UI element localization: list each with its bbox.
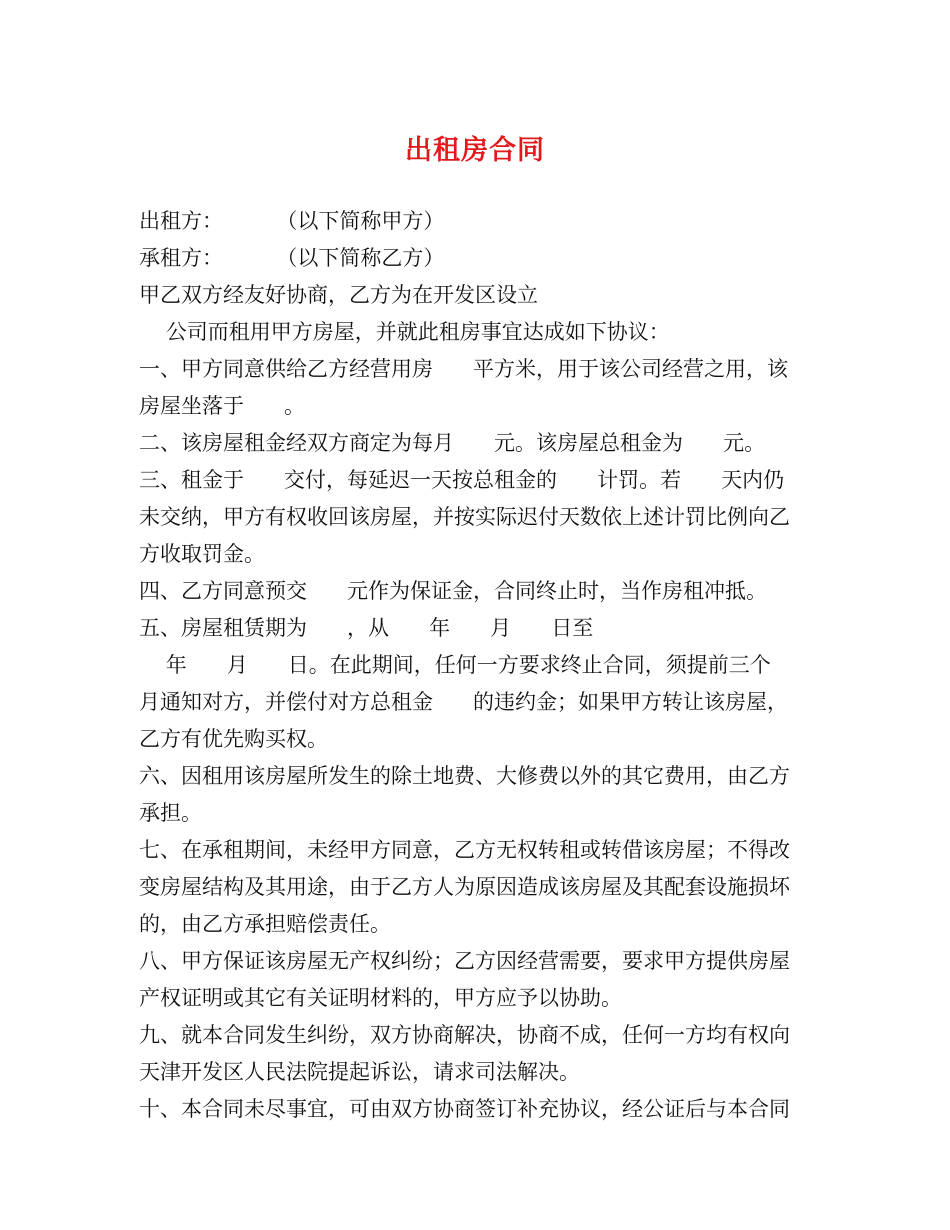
document-line: 四、乙方同意预交 元作为保证金，合同终止时，当作房租冲抵。	[139, 579, 768, 603]
document-line: 天津开发区人民法院提起诉讼，请求司法解决。	[139, 1060, 580, 1084]
document-title: 出租房合同	[405, 135, 545, 166]
document-line: 房屋坐落于 。	[139, 394, 306, 418]
document-line: 出租方： （以下简称甲方）	[139, 209, 445, 233]
document-line: 方收取罚金。	[139, 542, 265, 566]
document-line: 月通知对方，并偿付对方总租金 的违约金；如果甲方转让该房屋，	[139, 690, 789, 714]
document-body	[139, 203, 819, 1128]
document-line: 七、在承租期间，未经甲方同意，乙方无权转租或转借该房屋；不得改	[139, 838, 790, 862]
document-line: 产权证明或其它有关证明材料的，甲方应予以协助。	[139, 986, 622, 1010]
document-line: 十、本合同未尽事宜，可由双方协商签订补充协议，经公证后与本合同	[139, 1097, 790, 1121]
document-line: 甲乙双方经友好协商，乙方为在开发区设立	[139, 283, 538, 307]
document-line: 年 月 日。在此期间，任何一方要求终止合同，须提前三个	[139, 653, 771, 677]
document-line: 八、甲方保证该房屋无产权纠纷；乙方因经营需要，要求甲方提供房屋	[139, 949, 790, 973]
document-line: 的，由乙方承担赔偿责任。	[139, 912, 391, 936]
document-line: 未交纳，甲方有权收回该房屋，并按实际迟付天数依上述计罚比例向乙	[139, 505, 790, 529]
document-line: 承担。	[139, 801, 202, 825]
document-line: 变房屋结构及其用途，由于乙方人为原因造成该房屋及其配套设施损坏	[139, 875, 790, 899]
document-line: 九、就本合同发生纠纷，双方协商解决，协商不成，任何一方均有权向	[139, 1023, 790, 1047]
document-line: 乙方有优先购买权。	[139, 727, 328, 751]
document-line: 二、该房屋租金经双方商定为每月 元。该房屋总租金为 元。	[139, 431, 766, 455]
document-line: 三、租金于 交付，每延迟一天按总租金的 计罚。若 天内仍	[139, 468, 785, 492]
document-line: 五、房屋租赁期为 ，从 年 月 日至	[139, 616, 594, 640]
document-line: 公司而租用甲方房屋，并就此租房事宜达成如下协议：	[139, 320, 670, 344]
document-line: 承租方： （以下简称乙方）	[139, 246, 445, 270]
document-line: 六、因租用该房屋所发生的除土地费、大修费以外的其它费用，由乙方	[139, 764, 790, 788]
document-line: 一、甲方同意供给乙方经营用房 平方米，用于该公司经营之用，该	[139, 357, 789, 381]
